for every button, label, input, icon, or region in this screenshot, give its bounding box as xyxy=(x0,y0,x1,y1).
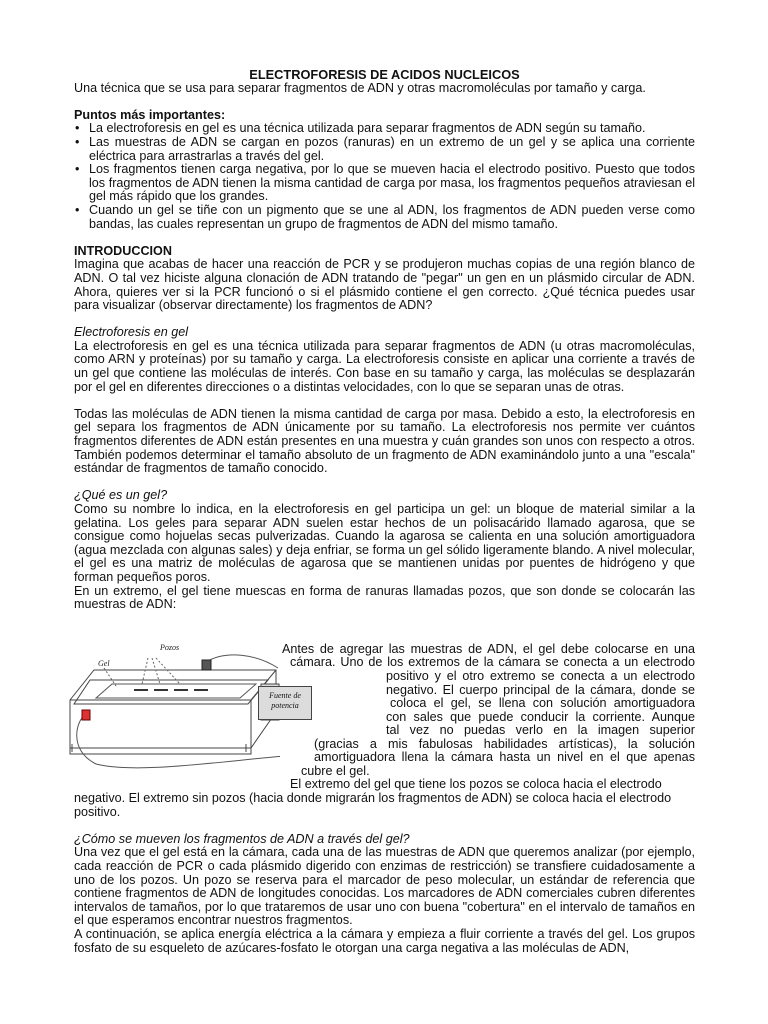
bottom-section xyxy=(74,792,695,955)
list-item: • Las muestras de ADN se cargan en pozos (ranuras) en un extremo de un gel y se aplica una corriente eléctrica para arrastrarlas a través del gel. xyxy=(74,136,695,163)
que-es-gel-heading: ¿Qué es un gel? xyxy=(74,488,168,503)
key-points-list xyxy=(74,122,695,231)
introduccion-text: Imagina que acabas de hacer una reacción de PCR y se produjeron muchas copias de una región blanco de ADN. O tal vez hiciste alguna clonación de ADN tratando de "pegar" un gen en un plásmido circular de ADN. Ahora, quieres ver si la PCR funcionó o si el plásmido contiene el gen correcto. ¿Qué técnica puedes usar para visualizar (observar directamente) los fragmentos de ADN? xyxy=(74,257,695,313)
intro-text: Una técnica que se usa para separar fragmentos de ADN y otras macromoléculas por tamaño y carga. xyxy=(74,80,646,95)
positive-electrode xyxy=(82,710,90,720)
caption-line: cámara. Uno de los extremos de la cámara se conecta a un electrodo xyxy=(290,655,695,669)
gel-chamber-illustration xyxy=(56,640,280,780)
list-item: • La electroforesis en gel es una técnica utilizada para separar fragmentos de ADN según su tamaño. xyxy=(74,122,695,136)
caption-line: negativo. El cuerpo principal de la cámara, donde se xyxy=(386,683,695,697)
electroforesis-p2: Todas las moléculas de ADN tienen la misma cantidad de carga por masa. Debido a esto, la electroforesis en gel separa los fragmentos de ADN únicamente por su tamaño. La electroforesis nos permite ver cuántos fragmentos diferentes de ADN están presentes en una muestra y cuán grandes son unos con respecto a otros. También podemos determinar el tamaño absoluto de un fragmento de ADN examinándolo junto a una "escala" estándar de fragmentos de tamaño conocido. xyxy=(74,406,695,476)
caption-line: El extremo del gel que tiene los pozos se coloca hacia el electrodo xyxy=(290,777,662,791)
caption-line: cubre el gel. xyxy=(301,764,370,778)
pozos-label: Pozos xyxy=(160,643,180,652)
electroforesis-heading: Electroforesis en gel xyxy=(74,325,189,340)
caption-line: tal vez no puedas verlo en la imagen superior xyxy=(386,723,695,737)
caption-line: con sales que puede conducir la corriente. Aunque xyxy=(386,710,695,724)
page-title: ELECTROFORESIS DE ACIDOS NUCLEICOS xyxy=(249,67,520,82)
caption-line: (gracias a mis fabulosas habilidades artísticas), la solución xyxy=(314,737,695,751)
gel-label: Gel xyxy=(98,659,110,668)
que-es-gel-p2: En un extremo, el gel tiene muescas en forma de ranuras llamadas pozos, que son donde se colocarán las muestras de ADN: xyxy=(74,583,695,612)
caption-line: coloca el gel, se llena con solución amortiguadora xyxy=(390,696,695,710)
list-item: • Los fragmentos tienen carga negativa, por lo que se mueven hacia el electrodo positivo. Puesto que todos los fragmentos de ADN tienen la misma cantidad de carga por masa, los fragmentos pequeños atraviesan el gel más rápido que los grandes. xyxy=(74,163,695,204)
introduccion-heading: INTRODUCCION xyxy=(74,243,172,258)
electroforesis-p1: La electroforesis en gel es una técnica utilizada para separar fragmentos de ADN (u otras macromoléculas, como ARN y proteínas) por su tamaño y carga. La electroforesis consiste en aplicar una corriente a través de un gel que contiene las moléculas de interés. Con base en su tamaño y carga, las moléculas se desplazarán por el gel en diferentes direcciones o a distintas velocidades, con lo que se separan unas de otras. xyxy=(74,338,695,394)
caption-line: Antes de agregar las muestras de ADN, el gel debe colocarse en una xyxy=(282,642,695,656)
power-source-label: Fuente de potencia xyxy=(258,686,312,720)
que-es-gel-p1: Como su nombre lo indica, en la electroforesis en gel participa un gel: un bloque de material similar a la gelatina. Los geles para separar ADN suelen estar hechos de un polisacárido llamado agarosa, que se consigue como hojuelas secas pulverizadas. Cuando la agarosa se calienta en una solución amortiguadora (agua mezclada con algunas sales) y deja enfriar, se forma un gel sólido ligeramente blando. A nivel molecular, el gel es una matriz de moléculas de agarosa que se mantienen unidas por puentes de hidrógeno y que forman pequeños poros. xyxy=(74,502,695,584)
figure-after-text: negativo. El extremo sin pozos (hacia donde migrarán los fragmentos de ADN) se coloca hacia el electrodo positivo. xyxy=(74,791,672,819)
list-item: • Cuando un gel se tiñe con un pigmento que se une al ADN, los fragmentos de ADN pueden verse como bandas, las cuales representan un grupo de fragmentos de ADN del mismo tamaño. xyxy=(74,204,695,231)
como-mueven-heading: ¿Cómo se mueven los fragmentos de ADN a través del gel? xyxy=(74,831,410,846)
como-mueven-p2: A continuación, se aplica energía eléctrica a la cámara y empieza a fluir corriente a través del gel. Los grupos fosfato de su esqueleto de azúcares-fosfato le otorgan una carga negativa a las moléculas de ADN, xyxy=(74,926,695,955)
key-points-heading: Puntos más importantes: xyxy=(74,107,226,122)
gel-chamber-drawing xyxy=(70,655,280,768)
caption-line: positivo y el otro extremo se conecta a un electrodo xyxy=(386,669,695,683)
caption-line: amortiguadora llena la cámara hasta un nivel en el que apenas xyxy=(314,750,695,764)
como-mueven-p1: Una vez que el gel está en la cámara, cada una de las muestras de ADN que queremos analizar (por ejemplo, cada reacción de PCR o cada plásmido digerido con enzimas de restricción) se transfiere cuidadosamente a uno de los pozos. Un pozo se reserva para el marcador de peso molecular, un estándar de referencia que contiene fragmentos de ADN de longitudes conocidas. Los marcadores de ADN comerciales cubren diferentes intervalos de tamaños, por lo que trataremos de usar uno con buena "cobertura" en el intervalo de tamaños en el que esperamos encontrar nuestros fragmentos. xyxy=(74,845,695,928)
negative-electrode xyxy=(202,660,211,670)
top-section xyxy=(74,68,695,612)
